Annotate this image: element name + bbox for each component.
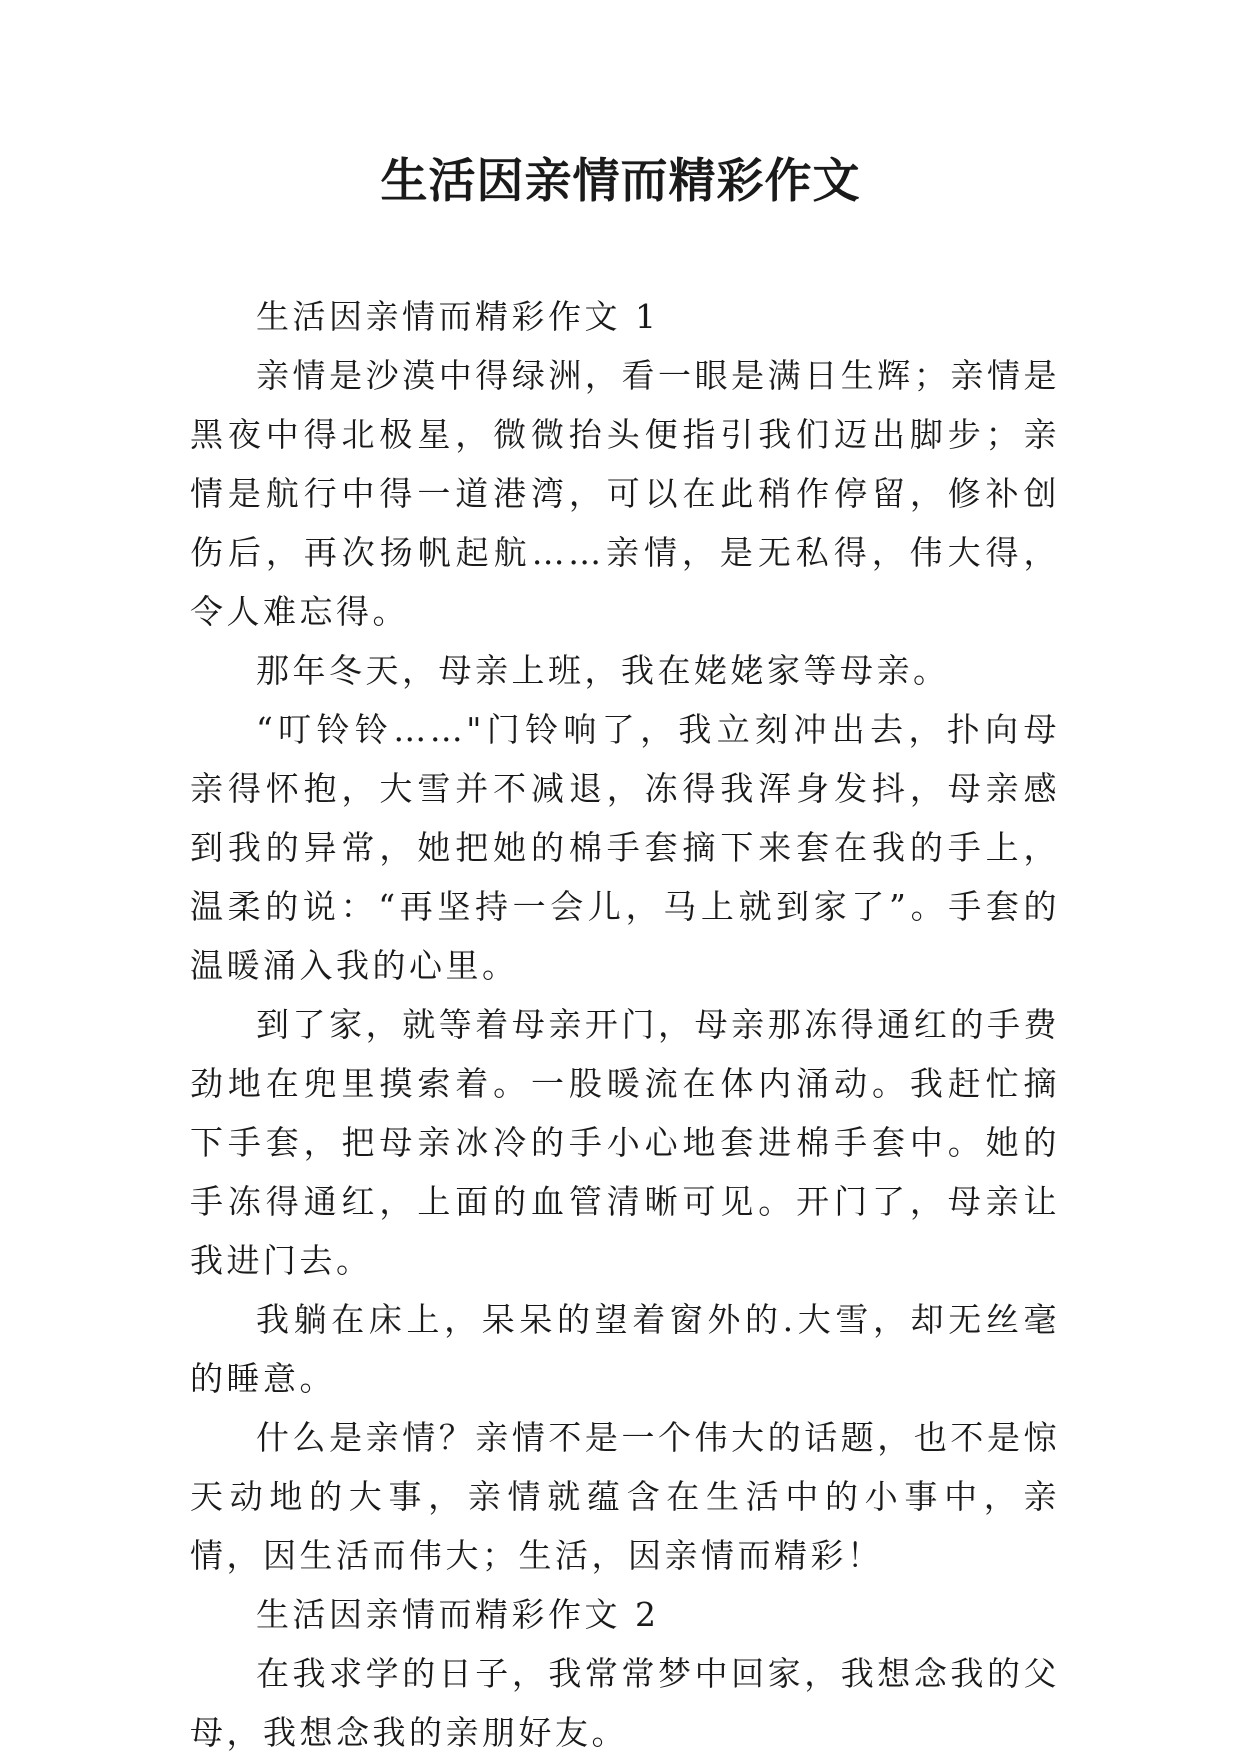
document-title: 生活因亲情而精彩作文 (380, 154, 861, 209)
paragraph: “叮铃铃……"门铃响了，我立刻冲出去，扑向母亲得怀抱，大雪并不减退，冻得我浑身发抖，母亲感到我的异常，她把她的棉手套摘下来套在我的手上，温柔的说：“再坚持一会儿，马上就到家了”。手套的温暖涌入我的心里。 (190, 710, 1060, 985)
paragraph: 在我求学的日子，我常常梦中回家，我想念我的父母，我想念我的亲朋好友。 (190, 1654, 1060, 1752)
section-heading-2: 生活因亲情而精彩作文 2 (256, 1595, 660, 1634)
document-body (190, 287, 1060, 1762)
paragraph: 亲情是沙漠中得绿洲，看一眼是满日生辉；亲情是黑夜中得北极星，微微抬头便指引我们迈出脚步；亲情是航行中得一道港湾，可以在此稍作停留，修补创伤后，再次扬帆起航……亲情，是无私得，伟大得，令人难忘得。 (190, 356, 1060, 631)
section-heading-1: 生活因亲情而精彩作文 1 (256, 297, 660, 336)
paragraph: 到了家，就等着母亲开门，母亲那冻得通红的手费劲地在兜里摸索着。一股暖流在体内涌动。我赶忙摘下手套，把母亲冰冷的手小心地套进棉手套中。她的手冻得通红，上面的血管清晰可见。开门了，母亲让我进门去。 (190, 1005, 1060, 1280)
paragraph: 什么是亲情？亲情不是一个伟大的话题，也不是惊天动地的大事，亲情就蕴含在生活中的小事中，亲情，因生活而伟大；生活，因亲情而精彩！ (190, 1418, 1060, 1575)
paragraph: 我躺在床上，呆呆的望着窗外的.大雪，却无丝毫的睡意。 (190, 1300, 1060, 1398)
paragraph: 那年冬天，母亲上班，我在姥姥家等母亲。 (256, 651, 950, 690)
